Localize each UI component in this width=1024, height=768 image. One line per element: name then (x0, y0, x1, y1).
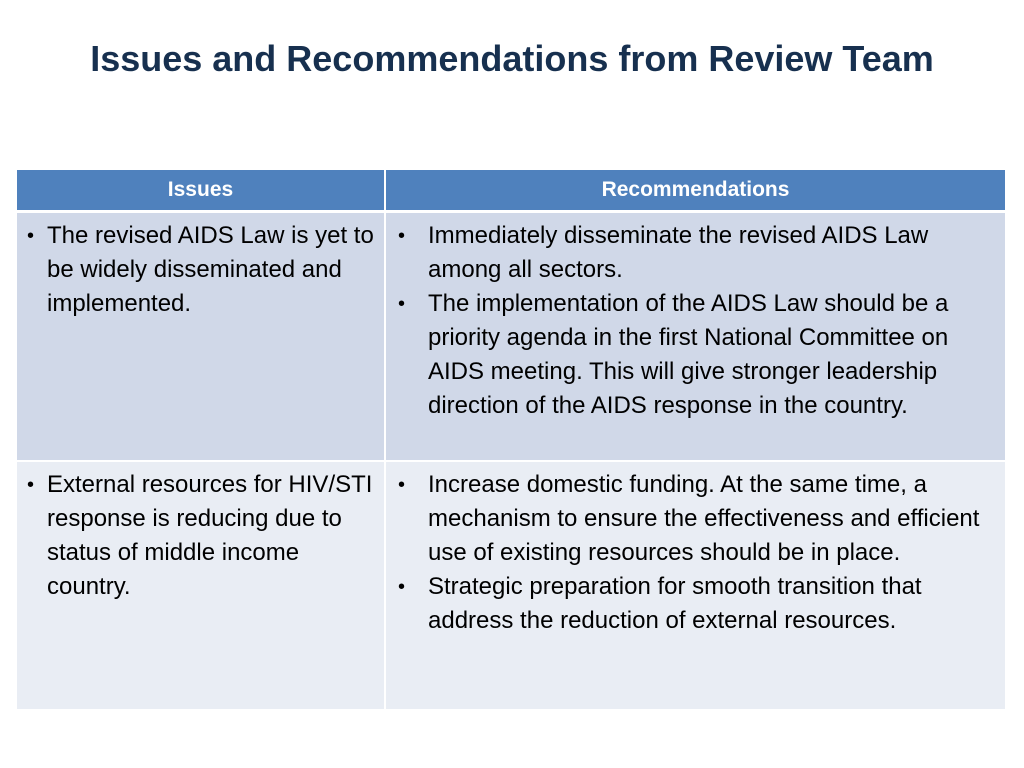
issue-item (25, 468, 378, 604)
issues-column-header: Issues (17, 170, 385, 212)
bullet-icon: • (398, 576, 406, 598)
issues-recommendations-table (17, 170, 1005, 709)
issue-text: The revised AIDS Law is yet to be widely disseminated and implemented. (47, 222, 374, 317)
recommendation-text: Strategic preparation for smooth transition that address the reduction of external resources. (428, 573, 922, 634)
recommendation-item (394, 468, 999, 570)
recommendation-text: Immediately disseminate the revised AIDS Law among all sectors. (428, 222, 929, 283)
issue-text: External resources for HIV/STI response is reducing due to status of middle income country. (47, 471, 373, 600)
issue-item (25, 219, 378, 321)
issue-cell (17, 212, 385, 462)
table-header-row (17, 170, 1005, 212)
recommendation-item (394, 570, 999, 638)
recommendation-item (394, 219, 999, 287)
issue-cell (17, 461, 385, 709)
page-title: Issues and Recommendations from Review Team (90, 38, 934, 79)
recommendation-text: The implementation of the AIDS Law should be a priority agenda in the first National Committee on AIDS meeting. This will give stronger leadership direction of the AIDS response in the country. (428, 290, 949, 419)
bullet-icon: • (398, 293, 406, 315)
table-row (17, 212, 1005, 462)
bullet-icon: • (398, 474, 406, 496)
recommendation-list (394, 219, 999, 423)
bullet-icon: • (27, 474, 35, 496)
recommendation-cell (385, 461, 1005, 709)
recommendation-item (394, 287, 999, 423)
table-row (17, 461, 1005, 709)
bullet-icon: • (27, 225, 35, 247)
bullet-icon: • (398, 225, 406, 247)
recommendation-text: Increase domestic funding. At the same time, a mechanism to ensure the effectiveness and efficient use of existing resources should be in place. (428, 471, 980, 566)
recommendation-list (394, 468, 999, 638)
recommendation-cell (385, 212, 1005, 462)
recommendations-column-header: Recommendations (385, 170, 1005, 212)
